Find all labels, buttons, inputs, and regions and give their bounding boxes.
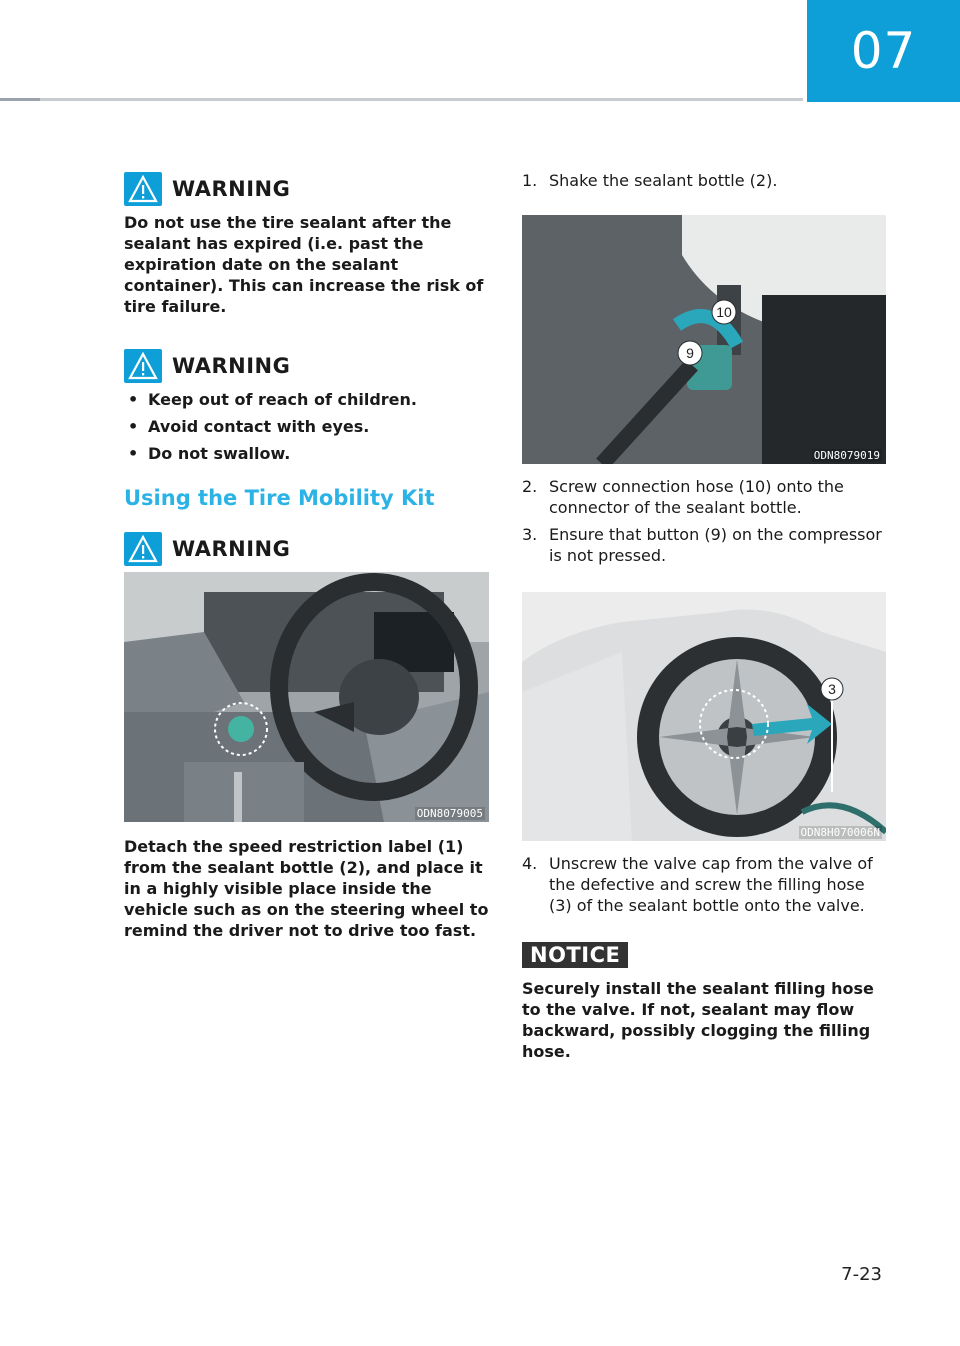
list-item: • Avoid contact with eyes. — [124, 416, 489, 437]
left-column — [124, 172, 489, 941]
warning-title: WARNING — [172, 354, 291, 378]
step-item — [522, 170, 886, 191]
figure-code: ODN8079005 — [416, 807, 483, 820]
warning-icon — [124, 172, 162, 206]
tire-valve-illustration — [522, 592, 886, 841]
step-item — [522, 853, 886, 916]
steering-wheel-illustration — [124, 572, 489, 822]
warning-header — [124, 172, 489, 206]
step-number: 4. — [522, 854, 538, 873]
step-item — [522, 476, 886, 518]
warning-header — [124, 532, 489, 566]
header-rule — [0, 98, 803, 101]
figure-caption: Detach the speed restriction label (1) from the sealant bottle (2), and place it in a highly visible place inside the vehicle such as on the steering wheel to remind the driver not to drive too fast. — [124, 837, 489, 940]
header-rule-accent — [0, 98, 40, 101]
right-column — [522, 170, 886, 1062]
page-number: 7-23 — [841, 1264, 882, 1285]
warning-text: Do not use the tire sealant after the sealant has expired (i.e. past the expiration date on the sealant container). This can increase the risk of tire failure. — [124, 213, 484, 316]
steering-wheel-figure — [124, 572, 489, 822]
sealant-bottle-illustration — [522, 215, 886, 464]
callout-label: 10 — [716, 304, 732, 320]
warning-list — [124, 389, 489, 464]
sealant-bottle-figure — [522, 215, 886, 464]
step-text: Unscrew the valve cap from the valve of the defective and screw the filling hose (3) of the sealant bottle onto the valve. — [549, 854, 873, 915]
step-text: Screw connection hose (10) onto the connector of the sealant bottle. — [549, 477, 844, 517]
tire-valve-figure — [522, 592, 886, 841]
notice-badge: NOTICE — [522, 942, 628, 968]
step-text: Ensure that button (9) on the compressor is not pressed. — [549, 525, 882, 565]
notice-text: Securely install the sealant filling hose to the valve. If not, sealant may flow backward, possibly clogging the filling hose. — [522, 979, 874, 1061]
callout-label: 9 — [686, 345, 694, 361]
step-number: 2. — [522, 477, 538, 496]
warning-title: WARNING — [172, 537, 291, 561]
callout-label: 3 — [828, 681, 836, 697]
figure-code: ODN8079019 — [813, 449, 880, 462]
section-title: Using the Tire Mobility Kit — [124, 486, 435, 510]
chapter-tab: 07 — [807, 0, 960, 102]
step-number: 1. — [522, 171, 538, 190]
figure-code: ODN8H070006N — [800, 826, 880, 839]
warning-header — [124, 349, 489, 383]
warning-icon — [124, 349, 162, 383]
warning-icon — [124, 532, 162, 566]
step-text: Shake the sealant bottle (2). — [549, 171, 778, 190]
step-number: 3. — [522, 525, 538, 544]
list-item: • Do not swallow. — [124, 443, 489, 464]
warning-title: WARNING — [172, 177, 291, 201]
list-item: • Keep out of reach of children. — [124, 389, 489, 410]
step-item — [522, 524, 886, 566]
